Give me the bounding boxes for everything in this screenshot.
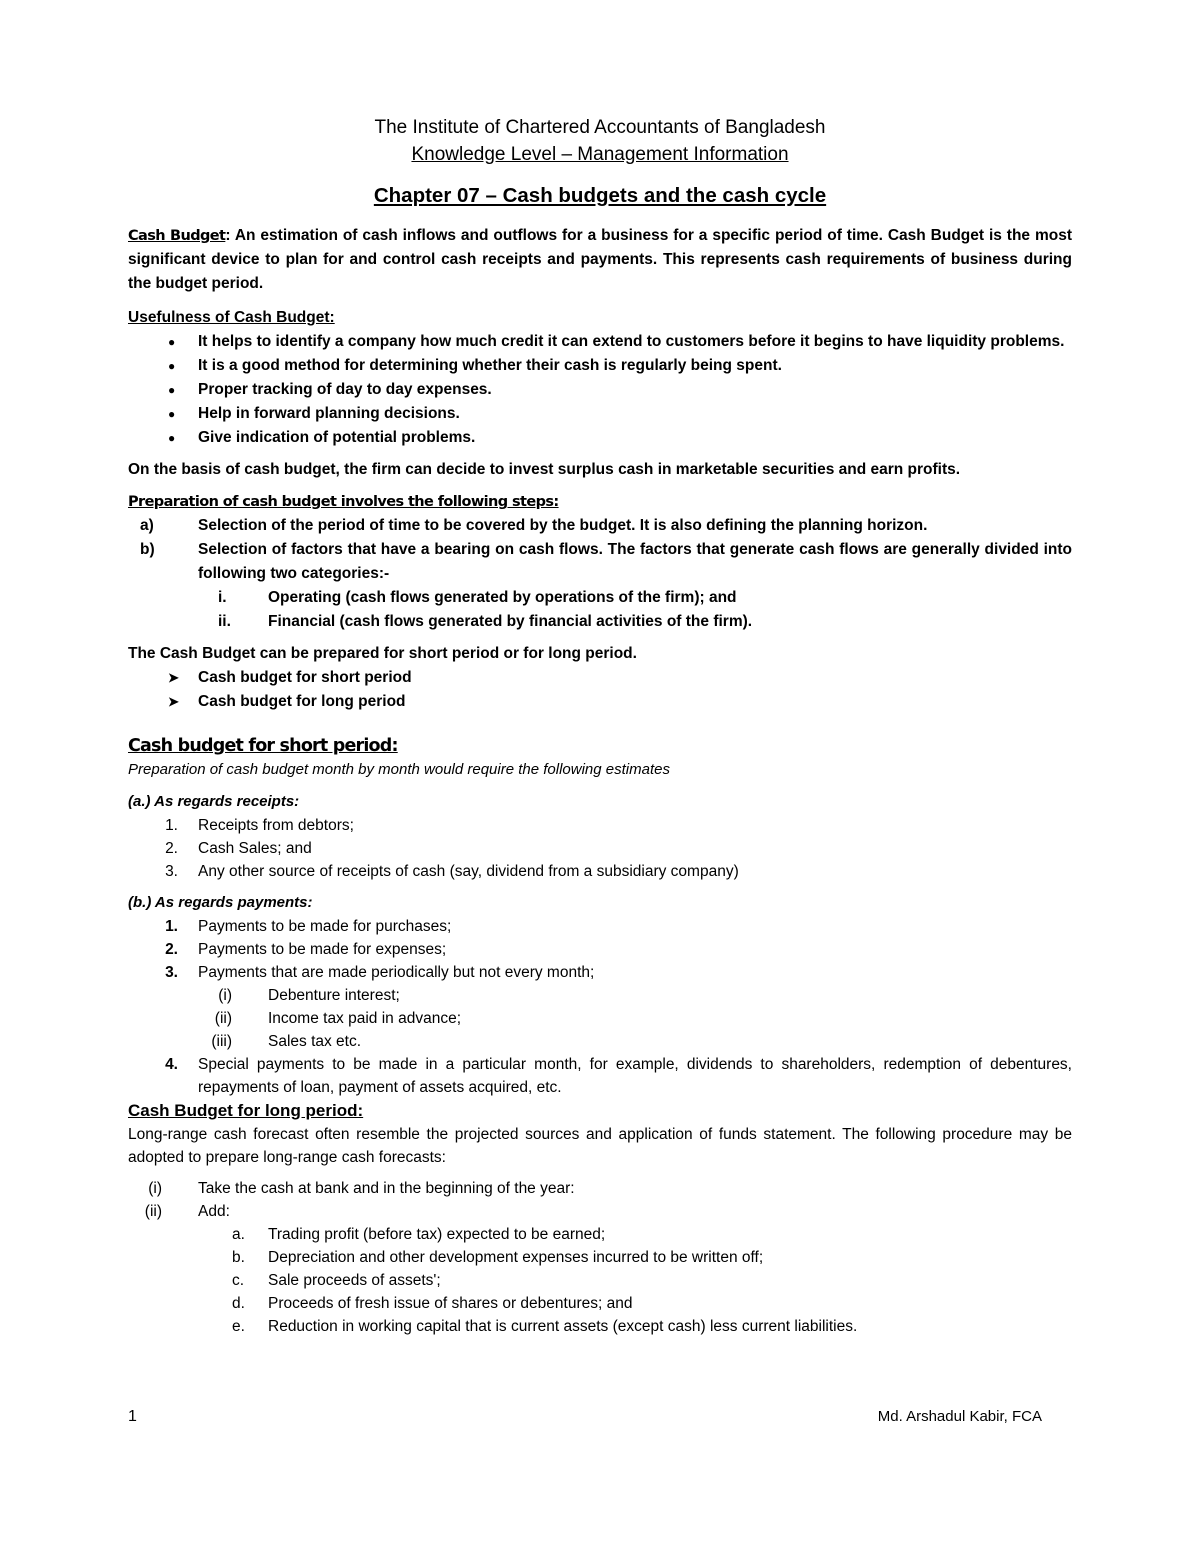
list-item: 2. Cash Sales; and (165, 840, 312, 857)
long-period-steps (128, 1177, 1072, 1338)
list-item: b) Selection of factors that have a bearing on cash flows. The factors that generate cash flows are generally divided into following two categories:- (140, 541, 1072, 582)
list-item: c. Sale proceeds of assets'; (232, 1272, 441, 1289)
short-period-intro: Preparation of cash budget month by month would require the following estimates (128, 761, 670, 778)
bullet-icon: ● (168, 359, 176, 373)
list-item: ➤ Cash budget for long period (128, 690, 1072, 714)
list-item: (i) Debenture interest; (218, 987, 400, 1004)
list-item: ➤ Cash budget for short period (128, 666, 1072, 690)
list-item: 1. Receipts from debtors; (165, 817, 354, 834)
list-item: 3. Any other source of receipts of cash (say, dividend from a subsidiary company) (165, 863, 739, 880)
list-item: ● Help in forward planning decisions. (128, 402, 1072, 426)
arrow-bullet-icon: ➤ (168, 694, 179, 709)
footer-author: Md. Arshadul Kabir, FCA (877, 1408, 1042, 1425)
list-item: (iii) Sales tax etc. (211, 1033, 362, 1050)
list-item: (ii) Add: (144, 1203, 230, 1220)
periods-intro: The Cash Budget can be prepared for short period or for long period. (128, 645, 637, 662)
list-item: a. Trading profit (before tax) expected to be earned; (232, 1226, 606, 1243)
institute-name: The Institute of Chartered Accountants of Bangladesh (374, 117, 826, 138)
list-item: a) Selection of the period of time to be covered by the budget. It is also defining the planning horizon. (140, 517, 928, 534)
long-period-heading: Cash Budget for long period: (128, 1101, 364, 1120)
level-title: Knowledge Level – Management Information (411, 144, 789, 165)
bullet-icon: ● (168, 407, 176, 421)
list-item: i. Operating (cash flows generated by operations of the firm); and (218, 589, 737, 606)
list-item: e. Reduction in working capital that is current assets (except cash) less current liabilities. (232, 1318, 858, 1335)
list-item: ● Proper tracking of day to day expenses. (128, 378, 1072, 402)
usefulness-conclusion: On the basis of cash budget, the firm can decide to invest surplus cash in marketable securities and earn profits. (128, 461, 961, 478)
bullet-icon: ● (168, 383, 176, 397)
receipts-list (128, 814, 1072, 883)
bullet-icon: ● (168, 335, 176, 349)
usefulness-list (128, 330, 1072, 450)
list-item: ● It helps to identify a company how much credit it can extend to customers before it begins to have liquidity problems. (128, 330, 1072, 354)
long-period-intro: Long-range cash forecast often resemble the projected sources and application of funds statement. The following procedure may be adopted to prepare long-range cash forecasts: (128, 1126, 1072, 1166)
receipts-heading: (a.) As regards receipts: (128, 793, 300, 810)
page-content (128, 114, 1072, 1338)
list-item: ● It is a good method for determining whether their cash is regularly being spent. (128, 354, 1072, 378)
list-item: (ii) Income tax paid in advance; (214, 1010, 462, 1027)
intro-term: Cash Budget (128, 228, 226, 244)
chapter-title: Chapter 07 – Cash budgets and the cash cycle (373, 184, 827, 207)
list-item: ● Give indication of potential problems. (128, 426, 1072, 450)
preparation-steps (128, 514, 1072, 634)
list-item: d. Proceeds of fresh issue of shares or debentures; and (232, 1295, 633, 1312)
payments-heading: (b.) As regards payments: (128, 894, 313, 911)
list-item: (i) Take the cash at bank and in the beginning of the year: (148, 1180, 575, 1197)
list-item: 4. Special payments to be made in a particular month, for example, dividends to shareholders, redemption of debentures, repayments of loan, payment of assets acquired, etc. (165, 1056, 1072, 1096)
intro-paragraph (128, 224, 1072, 296)
usefulness-heading: Usefulness of Cash Budget: (128, 309, 335, 326)
intro-text: : An estimation of cash inflows and outflows for a business for a specific period of time. Cash Budget is the most significant device to plan for and control cash receipts and payments. This represents cash requirements of business during the budget period. (128, 227, 1073, 292)
bullet-icon: ● (168, 431, 176, 445)
list-item: 3. Payments that are made periodically but not every month; (165, 964, 595, 981)
short-period-heading: Cash budget for short period: (128, 736, 398, 756)
payments-list (128, 915, 1072, 1099)
list-item: 2. Payments to be made for expenses; (165, 941, 447, 958)
list-item: 1. Payments to be made for purchases; (165, 918, 452, 935)
preparation-heading: Preparation of cash budget involves the following steps: (128, 494, 559, 510)
periods-list (128, 666, 1072, 714)
list-item: ii. Financial (cash flows generated by financial activities of the firm). (218, 613, 753, 630)
list-item: b. Depreciation and other development expenses incurred to be written off; (232, 1249, 764, 1266)
arrow-bullet-icon: ➤ (168, 670, 179, 685)
page-number: 1 (128, 1408, 137, 1425)
